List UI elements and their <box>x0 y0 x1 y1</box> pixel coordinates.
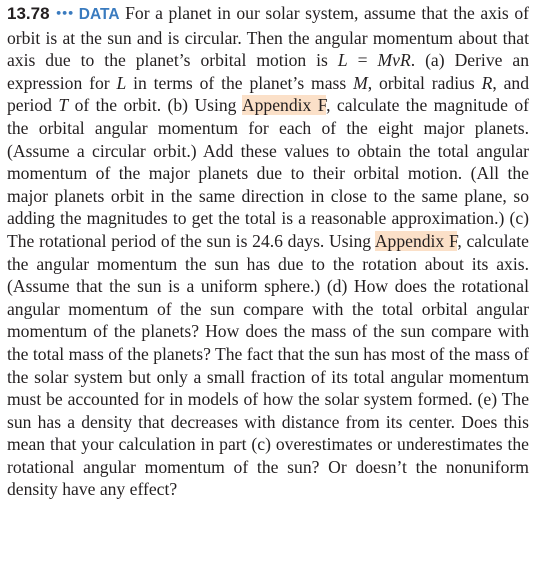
equation-equals: = <box>347 50 378 71</box>
variable-T: T <box>58 95 69 116</box>
data-tag: DATA <box>78 6 120 23</box>
equation-L: L <box>337 50 348 71</box>
appendix-f-link-1[interactable]: Appendix F <box>241 95 327 116</box>
equation-M: M <box>377 50 393 71</box>
problem-text-part-c-2: , calculate the angular momentum the sun has due to the rotation about its axis. (Assume that the sun is a uniform sphere.) (d) How does the rotational angular momentum of the sun compare with the total orbital angular momentum of the planets? How does the mass of the sun compare with the total mass of the planets? The fact that the sun has most of the mass of the solar system but only a small fraction of its total angular momentum must be accounted for in models of how the solar system formed. (e) The sun has a density that decreases with distance from its center. Does this mean that your calculation in part (c) overestimates or underestimates the rotational angular momentum of the sun? Or doesn’t the nonuniform density have any effect? <box>7 230 529 500</box>
problem-text-part-b-2: , calculate the magnitude of the orbital angular momentum for each of the eight major planets. (Assume a circular orbit.) Add these values to obtain the total angular momentum of the major planets due to their orbital motion. (All the major planets orbit in the same direction in close to the same plane, so adding the magnitudes to get the total is a reasonable approximation.) (c) The rotational period of the sun is 24.6 days. Using <box>7 95 530 251</box>
problem-text-part-a-1: . (a) Derive an expression for <box>7 50 529 93</box>
problem-text-part-b-1: of the orbit. (b) Using <box>74 95 237 116</box>
variable-R: R <box>481 72 493 93</box>
problem-text-part-a-2: in terms of the planet’s mass <box>133 72 347 93</box>
problem-text-intro: For a planet in our solar system, assume that the axis of orbit is at the sun and is circular. Then the angular momentum about that axis due to the planet’s orbital motion is <box>7 3 529 71</box>
equation-R: R <box>399 50 411 71</box>
variable-L: L <box>116 72 127 93</box>
problem-13-78 <box>7 2 529 501</box>
appendix-f-link-2[interactable]: Appendix F <box>374 230 458 251</box>
variable-M: M <box>353 72 368 93</box>
equation-v: v <box>392 50 400 71</box>
problem-text-part-a-3: , orbital radius <box>367 72 475 93</box>
problem-text-part-a-4: , and period <box>7 72 530 116</box>
problem-number: 13.78 <box>7 4 50 23</box>
difficulty-dots: ••• <box>55 7 74 20</box>
